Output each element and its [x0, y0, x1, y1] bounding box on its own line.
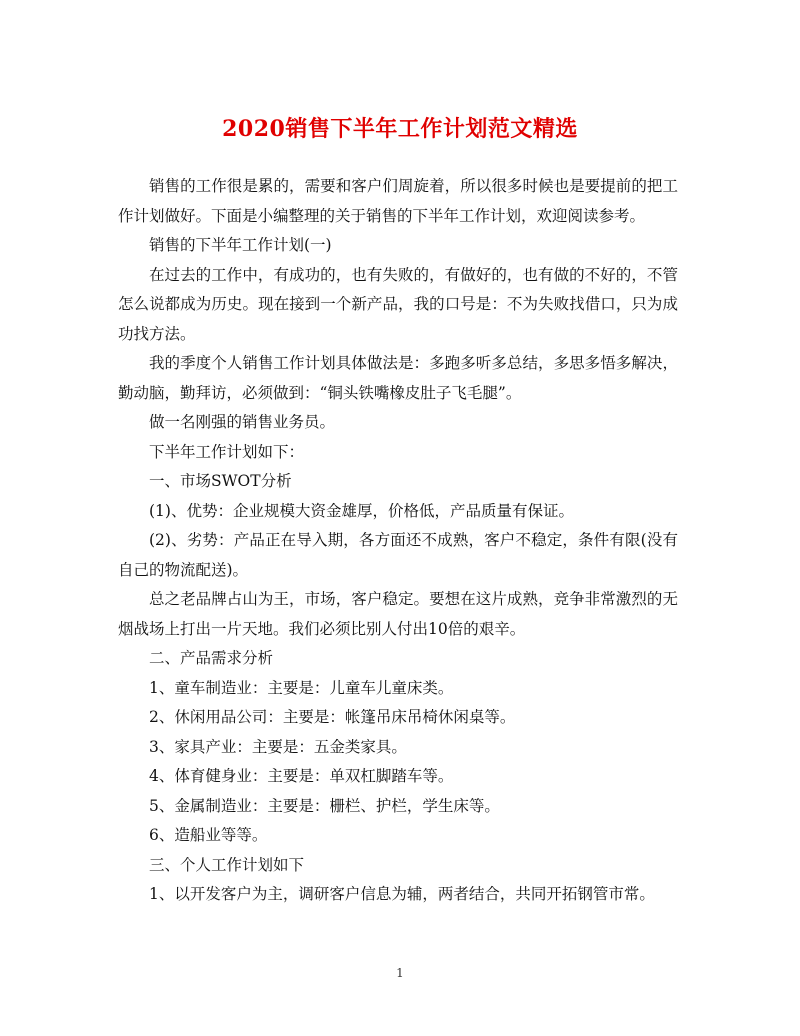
- paragraph: 在过去的工作中，有成功的，也有失败的，有做好的，也有做的不好的，不管怎么说都成为历史。现在接到一个新产品，我的口号是：不为失败找借口，只为成功找方法。: [118, 265, 678, 343]
- document-body: [118, 172, 678, 910]
- list-item: (2)、劣势：产品正在导入期，各方面还不成熟，客户不稳定，条件有限(没有自己的物流配送)。: [118, 531, 678, 579]
- section-heading: 销售的下半年工作计划(一): [149, 236, 332, 254]
- section-heading: 三、个人工作计划如下: [149, 855, 305, 874]
- list-item: 1、童车制造业：主要是：儿童车儿童床类。: [149, 678, 454, 697]
- list-item: 3、家具产业：主要是：五金类家具。: [149, 737, 407, 756]
- list-item: 4、体育健身业：主要是：单双杠脚踏车等。: [149, 767, 454, 785]
- list-item: 5、金属制造业：主要是：栅栏、护栏，学生床等。: [149, 796, 500, 815]
- section-heading: 一、市场SWOT分析: [149, 472, 292, 490]
- document-title: 2020销售下半年工作计划范文精选: [222, 116, 578, 142]
- paragraph: 做一名刚强的销售业务员。: [149, 413, 336, 431]
- list-item: 1、以开发客户为主，调研客户信息为辅，两者结合，共同开拓钢管市常。: [149, 885, 655, 903]
- paragraph: 总之老品牌占山为王，市场，客户稳定。要想在这片成熟，竞争非常激烈的无烟战场上打出一片天地。我们必须比别人付出10倍的艰辛。: [118, 590, 678, 638]
- list-item: (1)、优势：企业规模大资金雄厚，价格低，产品质量有保证。: [149, 501, 574, 520]
- list-item: 2、休闲用品公司：主要是：帐篷吊床吊椅休闲桌等。: [149, 708, 516, 726]
- list-item: 6、造船业等等。: [149, 826, 268, 844]
- page-number: 1: [396, 966, 404, 980]
- paragraph: 下半年工作计划如下：: [149, 442, 305, 461]
- paragraph: 销售的工作很是累的，需要和客户们周旋着，所以很多时候也是要提前的把工作计划做好。下面是小编整理的关于销售的下半年工作计划，欢迎阅读参考。: [118, 177, 678, 225]
- section-heading: 二、产品需求分析: [149, 649, 274, 667]
- paragraph: 我的季度个人销售工作计划具体做法是：多跑多听多总结，多思多悟多解决，勤动脑，勤拜访，必须做到：“铜头铁嘴橡皮肚子飞毛腿”。: [118, 354, 678, 402]
